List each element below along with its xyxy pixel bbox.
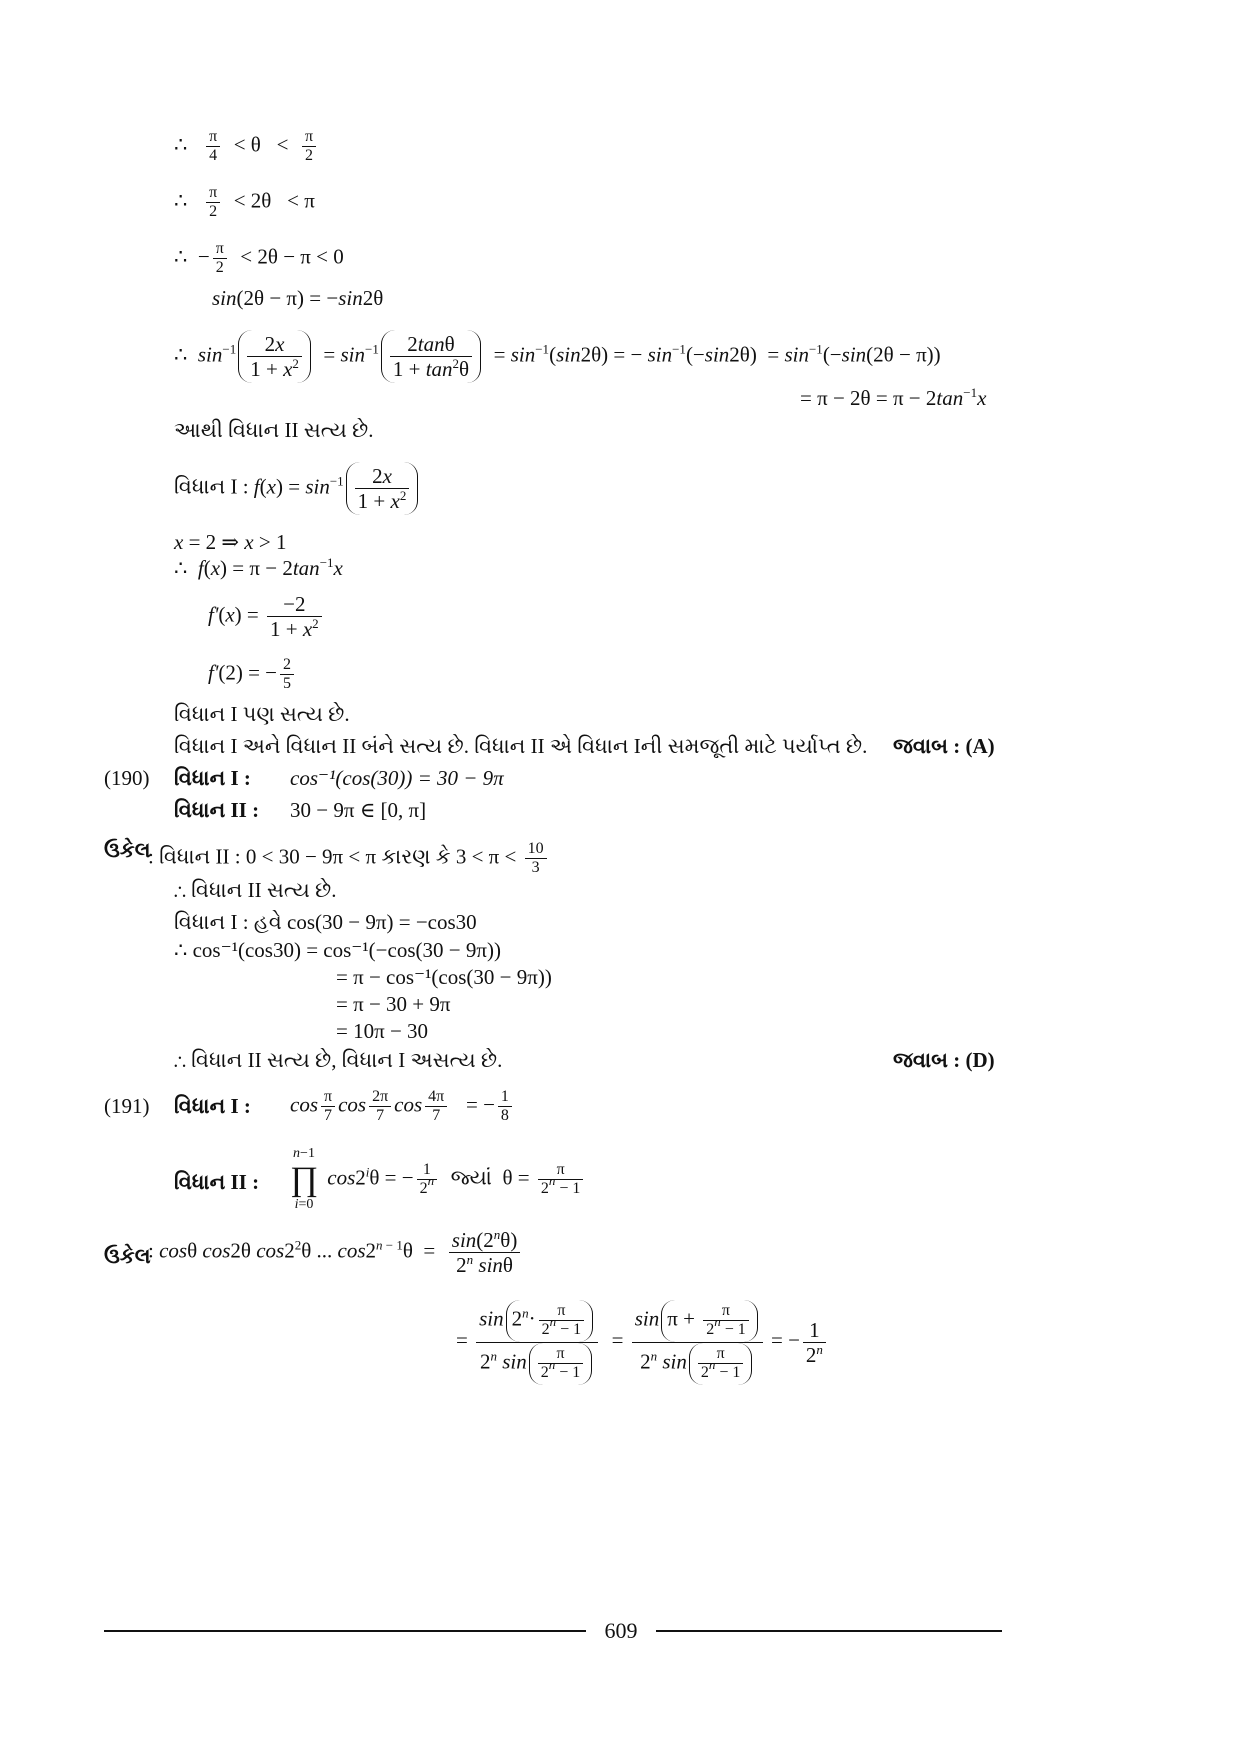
s190-line-1: : વિધાન II : 0 < 30 − 9π < π કારણ કે 3 < π < $\frac{10}{3}$ — [148, 840, 550, 878]
fx-formula-line: ∴ $f(x) = \pi - 2\tan^{-1}x$ — [174, 555, 343, 580]
x-condition-line: x = 2 ⇒ x > 1 — [174, 530, 287, 554]
answer-a: જવાબ : (A) — [893, 734, 995, 758]
q190-statement-2: 30 − 9π ∈ [0, π] — [290, 798, 427, 822]
statement-1-function: વિધાન I : $f(x) = \sin^{-1}$ $\frac{2x}{1 + x^2}$ — [174, 462, 420, 515]
s191-line-2: = $\sin 2^n\cdot$ $\frac{\pi}{2^n - 1}$ 2$^n$ sin $\frac{\pi}{2^n - 1}$ = sin π + $\frac{\pi}{2^n - 1}$ 2$^n$ sin $\frac{\pi}{2^n - 1}$ = − $\frac{1}{2^n}$ — [456, 1300, 829, 1385]
footer-rule — [104, 1630, 1002, 1632]
inequality-line-3: ∴ − $\frac{\pi}{2}$ < 2θ − π < 0 — [174, 240, 344, 277]
s190-line-6: = π − 30 + 9π — [336, 992, 451, 1016]
product-symbol: n−1 ∏ i=0 — [290, 1146, 318, 1212]
derivative-line: f'(x) = $\frac{-2}{1 + x^2}$ — [208, 592, 325, 641]
arcsin-chain-line: ∴ $\sin^{-1}$ $\frac{2x}{1 + x^2}$ = $\sin^{-1}$ $\frac{2\tan\theta}{1 + \tan^2\theta}$ = $\sin^{-1}(\sin 2\theta)$ = − $\sin^{-1}(-\sin 2\theta) = \sin^{-1}(-\sin(2\theta - \pi))$ — [174, 330, 941, 383]
identity-line: sin(2θ − π) = −sin2θ — [212, 286, 384, 310]
s190-line-4: ∴ cos⁻¹(cos30) = cos⁻¹(−cos(30 − 9π)) — [174, 938, 501, 962]
fraction-pi-over-2: $\frac{\pi}{2}$ — [213, 240, 227, 278]
therefore-symbol: ∴ — [174, 132, 188, 157]
s190-line-3: વિધાન I : હવે cos(30 − 9π) = −cos30 — [174, 910, 477, 934]
q191-statement-2: n−1 ∏ i=0 $\cos 2^i\theta$ = − $\frac{1}{2^n}$ જ્યાં θ = $\frac{\pi}{2^n - 1}$ — [290, 1146, 586, 1214]
fraction-pi-over-2: $\frac{\pi}{2}$ — [302, 128, 316, 166]
s190-line-8: ∴ વિધાન II સત્ય છે, વિધાન I અસત્ય છે. — [174, 1048, 503, 1072]
q191-statement-1: cos $\frac{\pi}{7}$ cos $\frac{2\pi}{7}$ cos $\frac{4\pi}{7}$ = − $\frac{1}{8}$ — [290, 1088, 515, 1126]
answer-d: જવાબ : (D) — [893, 1048, 995, 1072]
question-number-191: (191) — [104, 1094, 150, 1118]
arcsin-result-line: = $\pi - 2\theta = \pi - 2\tan^{-1}x$ — [800, 385, 987, 410]
q191-statement-1-label: વિધાન I : — [174, 1094, 251, 1118]
solution-label-190: ઉકેલ — [104, 838, 151, 862]
q190-statement-1-label: વિધાન I : — [174, 766, 251, 790]
s190-line-5: = π − cos⁻¹(cos(30 − 9π)) — [336, 965, 552, 989]
conclusion-statement-1-true: વિધાન I પણ સત્ય છે. — [174, 702, 350, 726]
fraction-pi-over-4: $\frac{\pi}{4}$ — [206, 128, 220, 166]
solution-label-191: ઉકેલ — [104, 1244, 151, 1268]
s190-line-2: ∴ વિધાન II સત્ય છે. — [174, 878, 337, 902]
q190-statement-1: cos⁻¹(cos(30)) = 30 − 9π — [290, 766, 504, 790]
inequality-line-1: ∴ $\frac{\pi}{4}$ < θ < $\frac{\pi}{2}$ — [174, 128, 319, 166]
question-number-190: (190) — [104, 766, 150, 790]
s190-line-7: = 10π − 30 — [336, 1019, 429, 1043]
fraction-pi-over-2: $\frac{\pi}{2}$ — [206, 184, 220, 222]
conclusion-statement-2-true: આથી વિધાન II સત્ય છે. — [174, 418, 374, 442]
s191-line-1: : cosθ cos2θ $\cos 2^2\theta$ ... $\cos 2^{n - 1}\theta$ = $\frac{\sin(2^n\theta)}{2^n \sin\theta}$ — [148, 1228, 523, 1277]
q190-statement-2-label: વિધાન II : — [174, 798, 260, 822]
page-number: 609 — [586, 1618, 656, 1644]
derivative-at-2-line: f'(2) = − $\frac{2}{5}$ — [208, 656, 297, 694]
inequality-line-2: ∴ $\frac{\pi}{2}$ < 2θ < π — [174, 184, 315, 221]
conclusion-both-true: વિધાન I અને વિધાન II બંને સત્ય છે. વિધાન II એ વિધાન Iની સમજૂતી માટે પર્યાપ્ત છે. — [174, 734, 868, 758]
q191-statement-2-label: વિધાન II : — [174, 1170, 260, 1194]
